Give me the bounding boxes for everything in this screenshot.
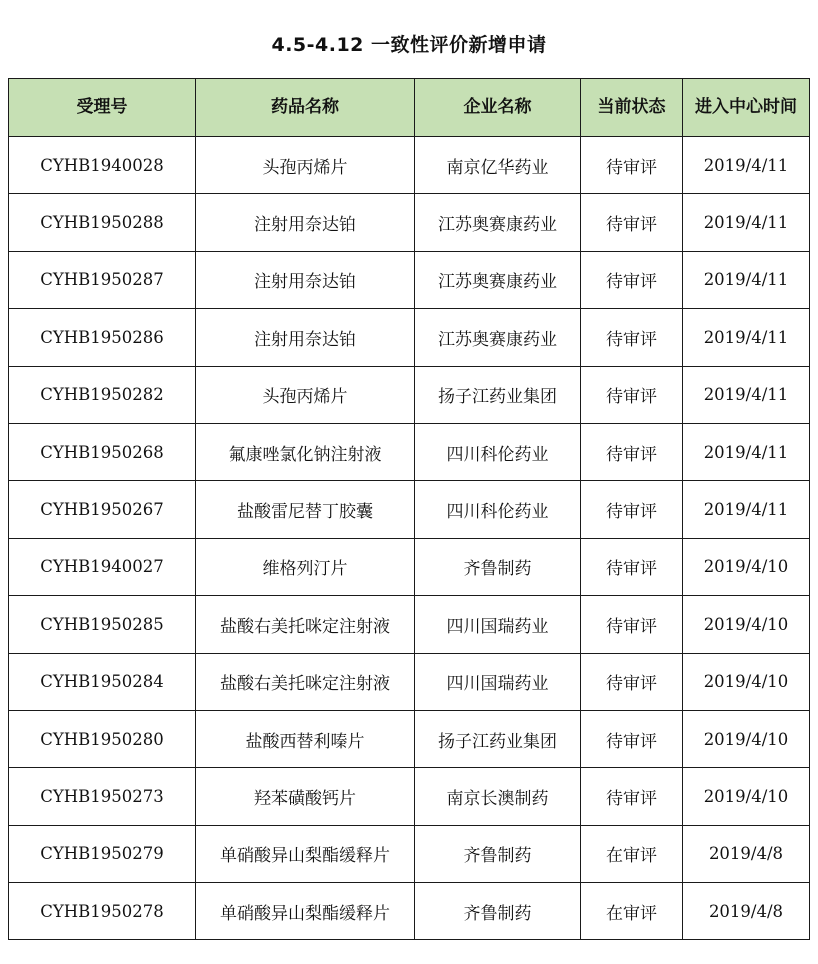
cell-application-id: CYHB1940027 bbox=[9, 538, 196, 595]
cell-application-id: CYHB1950278 bbox=[9, 883, 196, 940]
cell-current-status: 待审评 bbox=[581, 538, 683, 595]
table-row bbox=[9, 481, 810, 538]
cell-company-name: 扬子江药业集团 bbox=[415, 366, 581, 423]
cell-drug-name: 氟康唑氯化钠注射液 bbox=[196, 423, 415, 480]
table-row bbox=[9, 596, 810, 653]
table-row bbox=[9, 825, 810, 882]
cell-company-name: 四川科伦药业 bbox=[415, 423, 581, 480]
cell-entry-time: 2019/4/10 bbox=[683, 710, 810, 767]
cell-entry-time: 2019/4/11 bbox=[683, 423, 810, 480]
page-title: 4.5-4.12 一致性评价新增申请 bbox=[271, 34, 547, 56]
cell-drug-name: 单硝酸异山梨酯缓释片 bbox=[196, 883, 415, 940]
cell-entry-time: 2019/4/11 bbox=[683, 194, 810, 251]
cell-company-name: 齐鲁制药 bbox=[415, 883, 581, 940]
column-header-entry-time: 进入中心时间 bbox=[683, 79, 810, 137]
cell-application-id: CYHB1950287 bbox=[9, 251, 196, 308]
cell-current-status: 待审评 bbox=[581, 309, 683, 366]
cell-drug-name: 羟苯磺酸钙片 bbox=[196, 768, 415, 825]
cell-drug-name: 头孢丙烯片 bbox=[196, 137, 415, 194]
application-table bbox=[8, 78, 810, 940]
cell-application-id: CYHB1950273 bbox=[9, 768, 196, 825]
cell-entry-time: 2019/4/10 bbox=[683, 538, 810, 595]
cell-entry-time: 2019/4/11 bbox=[683, 366, 810, 423]
table-row bbox=[9, 653, 810, 710]
cell-company-name: 南京亿华药业 bbox=[415, 137, 581, 194]
cell-entry-time: 2019/4/10 bbox=[683, 653, 810, 710]
table-row bbox=[9, 137, 810, 194]
cell-application-id: CYHB1950285 bbox=[9, 596, 196, 653]
cell-company-name: 四川国瑞药业 bbox=[415, 653, 581, 710]
cell-application-id: CYHB1950288 bbox=[9, 194, 196, 251]
table-row bbox=[9, 710, 810, 767]
cell-application-id: CYHB1950267 bbox=[9, 481, 196, 538]
cell-application-id: CYHB1950279 bbox=[9, 825, 196, 882]
cell-drug-name: 维格列汀片 bbox=[196, 538, 415, 595]
cell-application-id: CYHB1950282 bbox=[9, 366, 196, 423]
cell-current-status: 待审评 bbox=[581, 768, 683, 825]
cell-application-id: CYHB1950286 bbox=[9, 309, 196, 366]
cell-entry-time: 2019/4/10 bbox=[683, 768, 810, 825]
cell-drug-name: 盐酸右美托咪定注射液 bbox=[196, 653, 415, 710]
cell-company-name: 齐鲁制药 bbox=[415, 538, 581, 595]
table-row bbox=[9, 538, 810, 595]
table-row bbox=[9, 366, 810, 423]
cell-entry-time: 2019/4/10 bbox=[683, 596, 810, 653]
cell-current-status: 待审评 bbox=[581, 710, 683, 767]
cell-application-id: CYHB1940028 bbox=[9, 137, 196, 194]
table-row bbox=[9, 194, 810, 251]
cell-entry-time: 2019/4/8 bbox=[683, 825, 810, 882]
cell-application-id: CYHB1950268 bbox=[9, 423, 196, 480]
cell-entry-time: 2019/4/11 bbox=[683, 251, 810, 308]
cell-drug-name: 盐酸西替利嗪片 bbox=[196, 710, 415, 767]
cell-company-name: 江苏奥赛康药业 bbox=[415, 251, 581, 308]
cell-current-status: 待审评 bbox=[581, 481, 683, 538]
cell-drug-name: 单硝酸异山梨酯缓释片 bbox=[196, 825, 415, 882]
table-row bbox=[9, 309, 810, 366]
cell-drug-name: 注射用奈达铂 bbox=[196, 251, 415, 308]
column-header-drug-name: 药品名称 bbox=[196, 79, 415, 137]
cell-current-status: 待审评 bbox=[581, 366, 683, 423]
column-header-application-id: 受理号 bbox=[9, 79, 196, 137]
cell-current-status: 在审评 bbox=[581, 883, 683, 940]
cell-company-name: 四川国瑞药业 bbox=[415, 596, 581, 653]
cell-entry-time: 2019/4/8 bbox=[683, 883, 810, 940]
cell-drug-name: 头孢丙烯片 bbox=[196, 366, 415, 423]
table-header-row bbox=[9, 79, 810, 137]
cell-company-name: 齐鲁制药 bbox=[415, 825, 581, 882]
cell-company-name: 江苏奥赛康药业 bbox=[415, 309, 581, 366]
cell-drug-name: 盐酸雷尼替丁胶囊 bbox=[196, 481, 415, 538]
cell-company-name: 江苏奥赛康药业 bbox=[415, 194, 581, 251]
table-row bbox=[9, 768, 810, 825]
cell-drug-name: 盐酸右美托咪定注射液 bbox=[196, 596, 415, 653]
cell-entry-time: 2019/4/11 bbox=[683, 309, 810, 366]
cell-application-id: CYHB1950280 bbox=[9, 710, 196, 767]
column-header-company-name: 企业名称 bbox=[415, 79, 581, 137]
cell-drug-name: 注射用奈达铂 bbox=[196, 194, 415, 251]
cell-company-name: 扬子江药业集团 bbox=[415, 710, 581, 767]
cell-entry-time: 2019/4/11 bbox=[683, 137, 810, 194]
cell-company-name: 四川科伦药业 bbox=[415, 481, 581, 538]
column-header-current-status: 当前状态 bbox=[581, 79, 683, 137]
cell-current-status: 待审评 bbox=[581, 251, 683, 308]
cell-current-status: 待审评 bbox=[581, 653, 683, 710]
table-row bbox=[9, 251, 810, 308]
cell-current-status: 待审评 bbox=[581, 137, 683, 194]
cell-current-status: 待审评 bbox=[581, 596, 683, 653]
table-row bbox=[9, 883, 810, 940]
table-row bbox=[9, 423, 810, 480]
cell-entry-time: 2019/4/11 bbox=[683, 481, 810, 538]
cell-drug-name: 注射用奈达铂 bbox=[196, 309, 415, 366]
table-body bbox=[9, 137, 810, 940]
cell-current-status: 待审评 bbox=[581, 423, 683, 480]
cell-application-id: CYHB1950284 bbox=[9, 653, 196, 710]
cell-current-status: 在审评 bbox=[581, 825, 683, 882]
cell-company-name: 南京长澳制药 bbox=[415, 768, 581, 825]
cell-current-status: 待审评 bbox=[581, 194, 683, 251]
